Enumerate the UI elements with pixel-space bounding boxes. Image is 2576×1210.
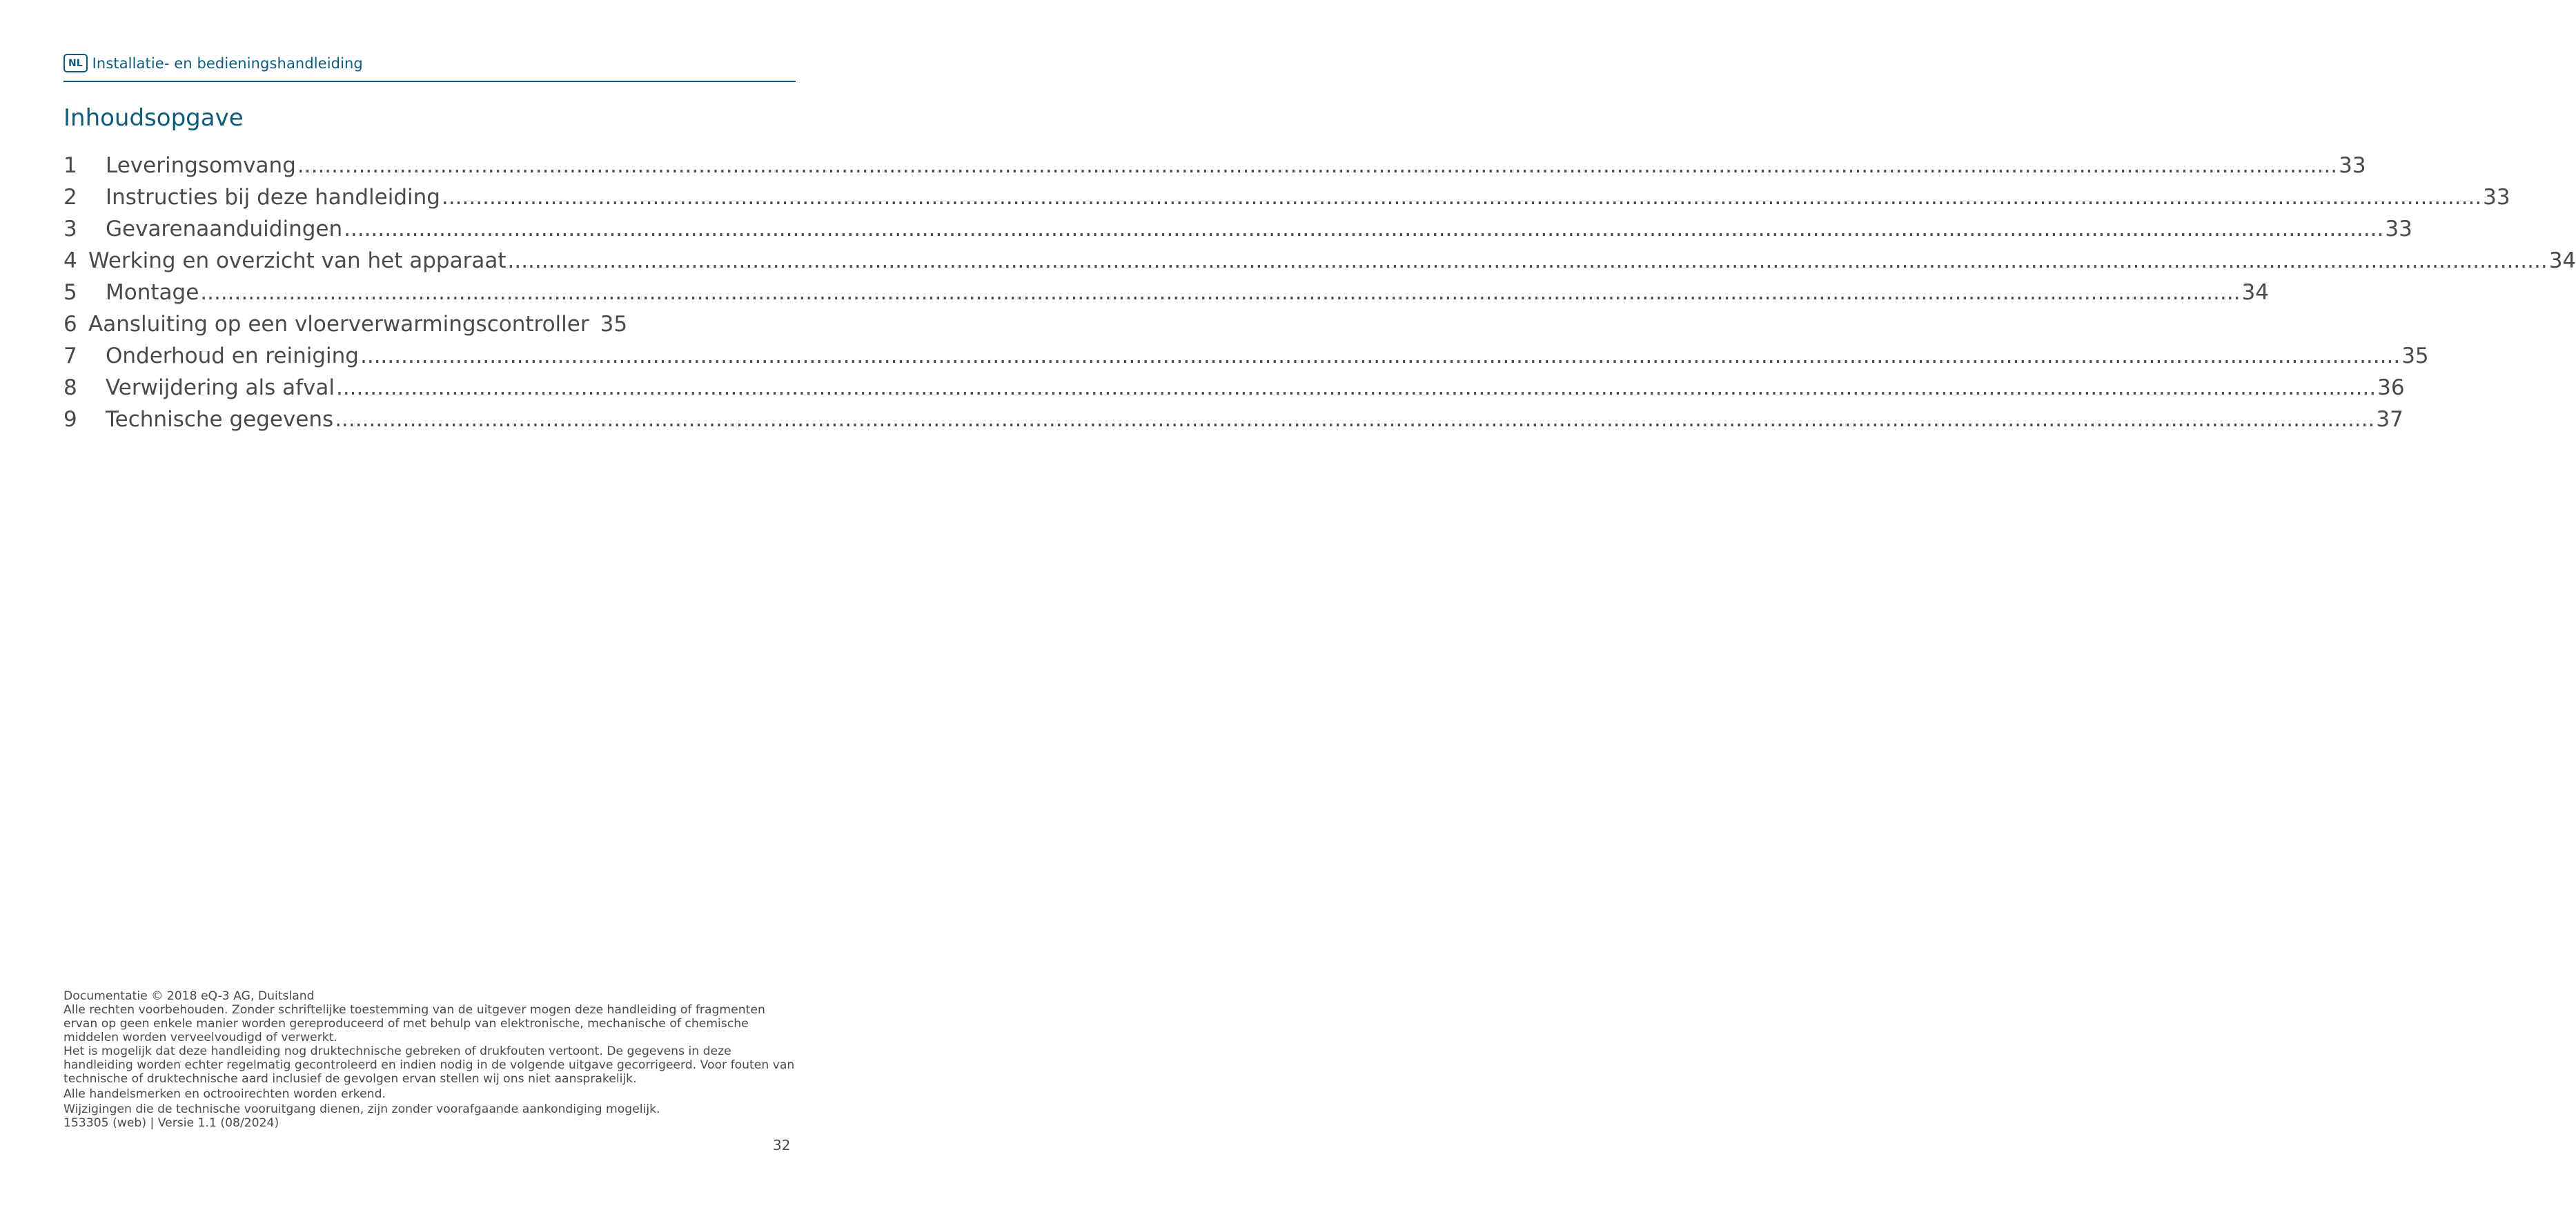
toc-leader-dots: ............................................................................................................................................................................................................................................................................................................ (200, 280, 2241, 305)
page-number: 32 (773, 1137, 791, 1153)
toc-entry-title: Werking en overzicht van het apparaat (88, 248, 507, 273)
toc-entry-page: 33 (2339, 153, 2366, 178)
toc-entry-number: 5 (63, 280, 77, 305)
toc-entry[interactable] (63, 277, 2269, 308)
toc-leader-dots: ............................................................................................................................................................................................................................................................................................................ (297, 153, 2338, 178)
toc-entry-title: Onderhoud en reiniging (106, 344, 359, 368)
toc-leader-dots: ............................................................................................................................................................................................................................................................................................................ (360, 344, 2401, 368)
toc-entry-title: Gevarenaanduidingen (106, 217, 343, 241)
toc-entry-title: Aansluiting op een vloerverwarmingscontroller (88, 312, 589, 337)
toc-leader-dots: ............................................................................................................................................................................................................................................................................................................ (507, 248, 2548, 273)
toc-entry-number: 4 (63, 248, 77, 273)
toc-entry[interactable] (63, 308, 796, 340)
toc-entry-number: 3 (63, 217, 77, 241)
toc-entry-title: Verwijdering als afval (106, 375, 335, 400)
toc-entry-number: 1 (63, 153, 77, 178)
toc-title: Inhoudsopgave (63, 104, 244, 132)
toc-entry[interactable] (63, 181, 2510, 213)
imprint-rights: Alle rechten voorbehouden. Zonder schriftelijke toestemming van de uitgever mogen deze handleiding of fragmenten ervan op geen enkele manier worden gereproduceerd of met behulp van elektronische, mechanische of chemische middelen worden verveelvoudigd of verwerkt. (63, 1003, 765, 1044)
toc-entry-page: 33 (2385, 217, 2412, 241)
imprint-trademarks: Alle handelsmerken en octrooirechten worden erkend. (63, 1087, 386, 1101)
toc-entry[interactable] (63, 372, 2405, 404)
toc-entry[interactable] (63, 340, 2429, 372)
imprint-version: 153305 (web) | Versie 1.1 (08/2024) (63, 1116, 279, 1130)
toc-entry-page: 34 (2548, 248, 2576, 273)
toc-entry[interactable] (63, 245, 2576, 277)
toc-entry-page: 37 (2376, 407, 2403, 432)
toc-entry-number: 8 (63, 375, 77, 400)
toc-entry-title: Leveringsomvang (106, 153, 296, 178)
language-badge: NL (63, 54, 88, 72)
imprint (63, 989, 796, 1130)
toc-leader-dots: ............................................................................................................................................................................................................................................................................................................ (344, 217, 2384, 241)
toc-entry-page: 33 (2483, 185, 2510, 210)
toc-entry-number: 6 (63, 312, 77, 337)
toc-entry-page: 36 (2377, 375, 2405, 400)
toc-entry-page: 35 (600, 312, 628, 337)
imprint-copyright: Documentatie © 2018 eQ-3 AG, Duitsland (63, 989, 315, 1003)
toc-entry[interactable] (63, 150, 2366, 181)
toc-leader-dots: ............................................................................................................................................................................................................................................................................................................ (441, 185, 2482, 210)
page-header (63, 54, 796, 72)
imprint-changes: Wijzigingen die de technische vooruitgang dienen, zijn zonder voorafgaande aankondiging mogelijk. (63, 1102, 660, 1116)
toc-leader-dots: ............................................................................................................................................................................................................................................................................................................ (335, 375, 2377, 400)
header-divider (63, 81, 796, 82)
toc-entry[interactable] (63, 404, 2403, 435)
toc-entry-title: Instructies bij deze handleiding (106, 185, 440, 210)
toc-entry-number: 2 (63, 185, 77, 210)
header-title: Installatie- en bedieningshandleiding (92, 54, 363, 72)
toc-entry-page: 35 (2401, 344, 2429, 368)
toc-entry-number: 7 (63, 344, 77, 368)
toc-entry[interactable] (63, 213, 2412, 245)
toc-entry-title: Technische gegevens (106, 407, 334, 432)
toc-entry-number: 9 (63, 407, 77, 432)
toc-entry-page: 34 (2241, 280, 2269, 305)
table-of-contents (63, 150, 2576, 435)
toc-leader-dots: ............................................................................................................................................................................................................................................................................................................ (335, 407, 2375, 432)
toc-entry-title: Montage (106, 280, 199, 305)
imprint-errors: Het is mogelijk dat deze handleiding nog druktechnische gebreken of drukfouten vertoont. De gegevens in deze handleiding worden echter regelmatig gecontroleerd en indien nodig in de volgende uitgave gecorrigeerd. Voor fouten van technische of druktechnische aard inclusief de gevolgen ervan stellen wij ons niet aansprakelijk. (63, 1044, 795, 1086)
